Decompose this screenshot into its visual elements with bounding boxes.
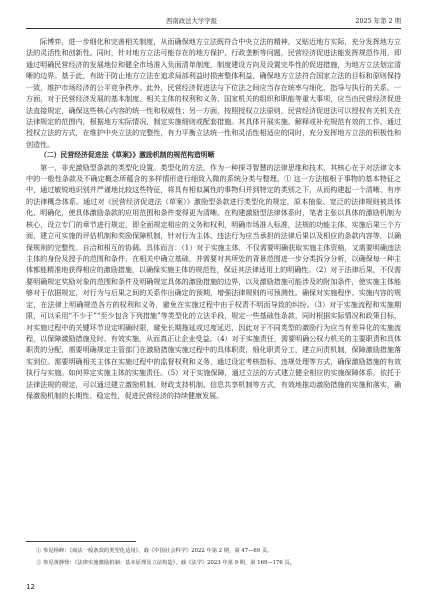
footnote-divider xyxy=(26,541,136,542)
paragraph: 际博弈，进一步细化和完善相关制度，从而确保地方立法既符合中央立法的精神，又贴近地方实际，充分发挥地方立法的灵活性和创新性。同时，针对地方立法可能存在的地方保护、行政垄断等问题，民营经济促进法能发挥规范作用，即通过明确民营经济的发展地位和健全市场准入负面清单制度，制度建设方向及设置完毕性的促进措施，为地方立法划定清晰的边界。基于此，有助于防止地方立法在追求局部利益时损害整体利益，确保地方立法符合国家立法的目标和原则保持一致，维护市场经济的公平竞争秩序。此外，民营经济促进法与下位法之间应当存在统率与细化、指导与执行的关系。一方面，对于民营经济发展的基本制度、相关主体的权利和义务、国家机关的组织和职能等重大事项，应当由民营经济促进法直接规定，确保这些核心内容的统一性和权威性；另一方面，按照授权立法原则，民营经济促进法可以授权有关机关在法律规定的范围内，根据地方实际情况，制定实施细则或配套措施。其具体开展实施、解释或补充规范有效的工作。通过授权立法的方式，在维护中央立法的完整性，有力平衡立法统一性和灵活性相适应的同时，充分发挥地方立法的积极性和创造性。 xyxy=(26,37,401,149)
running-header xyxy=(26,14,401,29)
journal-name: 西南政法大学学报 xyxy=(166,17,218,25)
footnotes xyxy=(26,546,401,569)
section-heading: （二）民营经济促进法《草案》》激励机制的规范构造明晰 xyxy=(40,151,215,160)
footnote: ② 参见黄静怿：《法律实施激励机制：基本原理及立法构造》，载《法学》2023 年第 9 期，第 169—176 页。 xyxy=(36,559,296,566)
issue-label: 2025 年第 2 期 xyxy=(355,17,401,25)
page-number: 12 xyxy=(26,583,35,591)
footnote: ① 参见杨峰：《商法一般条款的类型化适用》，载《中国社会科学》2022 年第 2 期，第 47—69 页。 xyxy=(36,548,273,554)
paragraph: 第一，非充激励型条款的类型化设置。类型化的方法，作为一种探寻智慧的法律思维和技术，其核心在于对法律文本中的一般性条款及不确定概念所蕴含的多样情形进行细致入微的系统分类与整理。① 这一方法植根于事物的基本特征之中，通过敏锐地识别并严谨地比较这些特征，将具有相似属性的事物归并到特定的类别之下，从而构建起一个清晰、有序的法律概念体系。通过对《民营经济促进法（草案）》激励型条款进行类型化的规定，原本抽象、宽泛的法律规则被具体化、明确化，使具体激励条款的应用范围和条件变得更为清晰。在构建激励型法律体系时，笔者主张以具体的激励机制为核心，设立专门的章节进行规定，即全面规定相应的义务和权利，明确市场准入标准，法规的功能主体、实施后果三个方面，建立可实施的评估机制和奖励保障机制，针对行为主体、违法行为应当承担的法律后果以及相应的条款内容等，以确保规则的完整性、自洽和相互的协调。具体而言：（1）对于实施主体，不仅需要明确获取实施主体资格，又需要明确违法主体的身份及授予的范围和条件，在相关中确立基础，并需要对其所处的背景范围进一步分类拆分分析，以确保每一种主体都能精准地获得相应的激励措施，以确保实施主体的规范性，保证其法律适用上的明确性。（2）对于法律后果，不仅需要明确规定奖励对象的范围和条件及明确规定具体的激励措施的边界，以及激励措施可能涉及的附加条件，使实施主体能够对于依据规定，对行为与后果之间的关系作出确定的预期，增强法律规则的可预测性。确保对实施程序、实施内容的规定，在法律上明确规范各方的权利和义务，避免在实施过程中由于权责不明而导致的纠纷。（3）对于实施流程和实施期限，可以采用“不少于”“至少包含下列措施”等类型化的立法手段，规定一些基础性条款，同时根据实际情况和政策目标，对实施过程中的关键环节设定明确时限，避免长期拖延或过度延迟，因此对于不同类型的激励行为应当有差异化的实施流程，以保障激励措施及时、有效实施，从而真正让企业受益。（4）对于实施责任，需要明确公权力机关的主要职责和具体职责的分配，需要明确规定主管部门在激励措施实施过程中的具体职责，细化职责分工，建立问责机制，保障激励措施落实到位。需要明确相关主体在实施过程中的监督权利和义务，通过设定考核指标、违规处理等方式，确保激励措施的有效执行与实施。如何界定实施主体的实施责任。（5）对于实施保障，通过立法的方式建立健全相应的实施保障体系，依托于法律法规的规定，可以通过建立激励机制、财政支持机制、信息共享机制等方式，有效地推动激励措施的实施和落实，确保激励机制的长期性、稳定性，促进民营经济的持续健康发展。 xyxy=(26,162,401,401)
article-body xyxy=(26,36,401,402)
